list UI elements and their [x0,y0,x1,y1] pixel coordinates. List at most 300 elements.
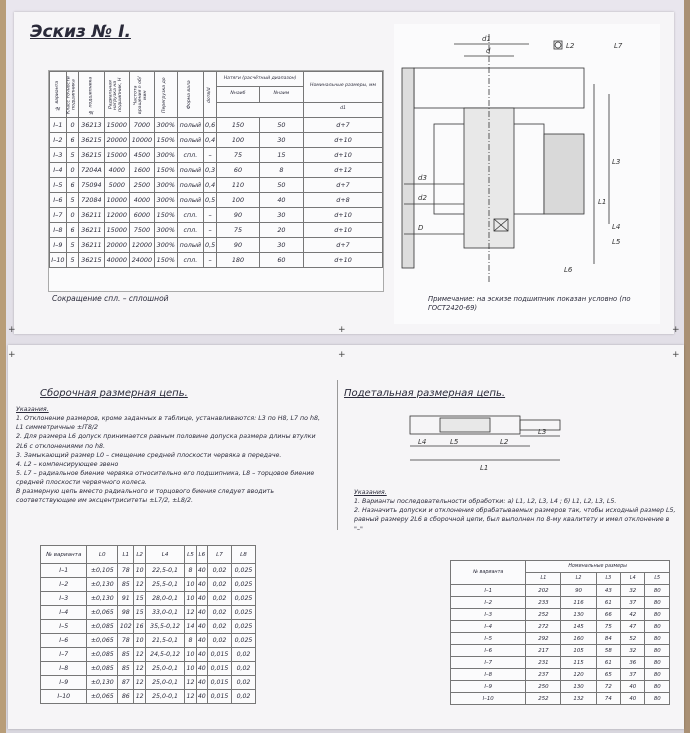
table-cell: 36215 [79,253,104,268]
th-d1: d1 [304,102,383,117]
table-cell: 7500 [129,223,154,238]
lbl-l6: L6 [564,266,573,274]
table-cell: 0 [66,118,79,133]
table-row [451,657,670,669]
table-row [41,620,256,634]
drawing-note: Примечание: на эскизе подшипник показан условно (по ГОСТ2420-69) [428,295,631,312]
table-cell: 150% [154,208,177,223]
table-cell: 0,02 [208,592,232,606]
detail-th: L2 [561,573,596,585]
table-cell: полый [177,193,203,208]
table-row [41,578,256,592]
table-cell: 252 [526,609,561,621]
table-cell: 40 [196,648,207,662]
assembly-th: L5 [185,546,196,564]
table-cell: 72 [596,681,620,693]
table-cell: 15 [259,148,303,163]
table-cell: 40 [196,634,207,648]
table-cell: 42 [621,609,645,621]
table-cell: 5 [66,253,79,268]
table-row [451,669,670,681]
table-row [50,238,383,253]
assembly-th: L2 [134,546,145,564]
assembly-instructions [16,405,328,505]
table-row [50,253,383,268]
table-cell: 25,0-0,1 [145,662,184,676]
table-cell: 12 [185,690,196,704]
detail-instr-2: 2. Назначить допуски и отклонения обрабатываемых размеров так, чтобы исходный размер L5, равный размеру 2L6 в сборочной цепи, был выполнен по 8-му квалитету и имел отклонение в "–" [354,507,676,533]
shaft-lbl-l3: L3 [538,428,547,436]
th-shaft: Форма вала [177,72,203,118]
shaft-lbl-l5: L5 [450,438,459,446]
table-cell: 36215 [79,133,104,148]
table-cell: 10 [185,662,196,676]
assembly-th: L0 [87,546,118,564]
table-cell: 16 [134,620,145,634]
table-cell: 20000 [104,238,129,253]
detail-th: L3 [596,573,620,585]
lbl-l4: L4 [612,223,621,231]
assembly-title: Сборочная размерная цепь. [40,388,188,399]
table-cell: 52 [621,633,645,645]
table-cell: 10 [185,648,196,662]
table-cell: 40 [196,578,207,592]
detail-table [450,560,670,705]
table-cell: I–8 [451,669,526,681]
pin-icon: + [672,350,680,360]
table-cell: d+7 [304,238,383,253]
table-cell: 150 [217,118,260,133]
assembly-instr-3: 3. Замыкающий размер L0 – смещение средней плоскости червяка в передаче. [16,451,282,459]
table-cell: 0,015 [208,690,232,704]
table-cell: 25,0-0,1 [145,676,184,690]
table-cell: d+10 [304,253,383,268]
table-cell: 233 [526,597,561,609]
table-cell: 20 [259,223,303,238]
lbl-d: d [486,47,491,55]
table-cell: 40 [259,193,303,208]
table-cell: 75 [217,148,260,163]
table-row [451,585,670,597]
table-cell: 36 [621,657,645,669]
sketch-title: Эскиз № I. [30,22,131,42]
table-cell: 86 [118,690,134,704]
sketch-table [49,71,383,268]
lbl-d3: d3 [418,174,427,182]
table-cell: 30 [259,238,303,253]
table-cell: I–4 [451,621,526,633]
table-cell: 15 [134,592,145,606]
detail-th: L4 [621,573,645,585]
table-cell: 110 [217,178,260,193]
table-cell: 0,5 [204,238,217,253]
table-cell: 0 [66,163,79,178]
detail-instr-title: Указания. [354,489,387,496]
table-cell: 30 [259,208,303,223]
table-row [41,676,256,690]
table-cell: спл. [177,148,203,163]
table-cell: спл. [177,208,203,223]
table-cell: 75 [596,621,620,633]
table-row [50,163,383,178]
table-cell: 6 [66,178,79,193]
table-cell: 36215 [79,148,104,163]
table-cell: 5000 [104,178,129,193]
table-cell: 85 [118,578,134,592]
table-cell: – [204,223,217,238]
table-cell: 12000 [104,208,129,223]
table-cell: 0,025 [231,592,255,606]
table-cell: 40 [196,676,207,690]
shaft-lbl-l1: L1 [480,464,489,472]
table-row [41,662,256,676]
table-cell: 0,025 [231,620,255,634]
table-cell: 40 [196,564,207,578]
table-cell: 80 [645,621,670,633]
table-cell: d+10 [304,148,383,163]
table-cell: ±0,065 [87,606,118,620]
table-cell: 6 [66,133,79,148]
table-cell: 150% [154,133,177,148]
th-overload: Перегрузка до [154,72,177,118]
table-cell: 7204А [79,163,104,178]
th-accuracy: Класс точности подшипника [66,72,79,118]
table-cell: 0,02 [231,662,255,676]
detail-th-group: Номинальные размеры [526,561,670,573]
table-cell: 12 [134,662,145,676]
table-cell: I–3 [41,592,87,606]
detail-instr-1: 1. Варианты последовательности обработки: а) L1, L2, L3, L4 ; б) L1, L2, L3, L5. [354,498,617,506]
table-cell: 300% [154,238,177,253]
table-cell: 10 [185,578,196,592]
table-cell: 37 [621,597,645,609]
table-cell: I–3 [50,148,67,163]
table-cell: 14 [185,620,196,634]
table-cell: 0,02 [208,606,232,620]
table-cell: I–6 [41,634,87,648]
table-cell: 252 [526,693,561,705]
table-cell: 100 [217,133,260,148]
table-cell: 120 [561,669,596,681]
table-cell: 32 [621,585,645,597]
shaft-lbl-l4: L4 [418,438,427,446]
table-cell: 80 [645,693,670,705]
table-cell: 36211 [79,223,104,238]
table-cell: d+12 [304,163,383,178]
table-cell: 40 [621,693,645,705]
table-cell: I–2 [50,133,67,148]
frame-left [0,0,6,733]
table-row [41,634,256,648]
table-cell: 30 [259,133,303,148]
table-cell: 24,5-0,12 [145,648,184,662]
table-cell: 300% [154,118,177,133]
table-cell: I–7 [451,657,526,669]
table-cell: 300% [154,193,177,208]
assembly-th: L4 [145,546,184,564]
table-cell: 20000 [104,133,129,148]
table-cell: 8 [185,564,196,578]
table-cell: I–5 [41,620,87,634]
table-cell: 0,025 [231,578,255,592]
table-cell: 0,02 [231,648,255,662]
table-cell: I–5 [50,178,67,193]
table-cell: I–7 [50,208,67,223]
assembly-instr-4: 4. L2 – компенсирующее звено [16,460,119,468]
bearing-assembly-drawing [394,24,660,324]
table-cell: ±0,105 [87,564,118,578]
table-cell: 84 [596,633,620,645]
shaft-diagram [400,408,570,474]
table-cell: 8 [259,163,303,178]
table-cell: 0,02 [208,620,232,634]
table-cell: 272 [526,621,561,633]
sketch-footnote: Сокращение спл. – сплошной [52,294,169,303]
table-cell: 50 [259,178,303,193]
detail-th: L5 [645,573,670,585]
table-cell: 12 [134,648,145,662]
table-cell: 21,5-0,1 [145,634,184,648]
table-cell: 40 [196,662,207,676]
bearing-housing [544,134,584,214]
table-cell: 80 [645,657,670,669]
table-cell: 33,0-0,1 [145,606,184,620]
th-nominal: Номинальные размеры, мм [304,72,383,103]
table-cell: I–10 [50,253,67,268]
table-row [50,223,383,238]
table-cell: 37 [621,669,645,681]
table-cell: d+8 [304,193,383,208]
table-cell: 202 [526,585,561,597]
table-cell: 40 [196,620,207,634]
table-cell: 6000 [129,208,154,223]
housing-top [414,68,584,108]
table-cell: 40 [621,681,645,693]
table-cell: 5 [66,193,79,208]
table-cell: d+7 [304,118,383,133]
table-cell: I–6 [451,645,526,657]
table-cell: ±0,065 [87,634,118,648]
detail-title: Подетальная размерная цепь. [344,388,506,399]
table-cell: 72084 [79,193,104,208]
table-cell: 10 [134,634,145,648]
assembly-th: L8 [231,546,255,564]
assembly-instr-6: В размерную цепь вместо радиального и торцового биения следует вводить соответствующие им эксцентриситеты ±L7/2, ±L8/2. [16,488,275,505]
table-cell: I–10 [41,690,87,704]
table-cell: I–8 [41,662,87,676]
table-cell: 80 [645,585,670,597]
table-cell: 5 [66,238,79,253]
table-row [451,609,670,621]
table-row [41,592,256,606]
table-cell: I–4 [50,163,67,178]
pin-icon: + [8,325,16,335]
table-cell: 160 [561,633,596,645]
table-row [50,178,383,193]
table-cell: 15000 [104,118,129,133]
table-cell: I–1 [451,585,526,597]
table-cell: ±0,130 [87,676,118,690]
th-load: Радиальная нагрузка на подшипник, Н [104,72,129,118]
assembly-th: L1 [118,546,134,564]
table-cell: 74 [596,693,620,705]
lbl-l3: L3 [612,158,621,166]
table-cell: I–1 [41,564,87,578]
table-cell: 12 [185,676,196,690]
table-cell: 80 [645,597,670,609]
table-cell: полый [177,118,203,133]
table-cell: 90 [217,208,260,223]
table-cell: 10000 [104,193,129,208]
table-cell: I–9 [451,681,526,693]
table-cell: ±0,130 [87,578,118,592]
table-cell: ±0,065 [87,690,118,704]
table-cell: 0,02 [231,690,255,704]
table-cell: 300% [154,178,177,193]
table-cell: I–2 [41,578,87,592]
housing-flange [402,68,414,268]
table-cell: 4000 [129,193,154,208]
assembly-instr-2: 2. Для размера L6 допуск принимается равным половине допуска размера длины втулки 2L6 с отклонениями по h8. [16,433,316,450]
table-cell: 36211 [79,238,104,253]
assembly-table [40,545,256,704]
column-divider [337,380,338,530]
assembly-instr-title: Указания. [16,406,49,413]
table-cell: 66 [596,609,620,621]
table-row [451,633,670,645]
table-cell: 145 [561,621,596,633]
table-cell: 4000 [104,163,129,178]
lbl-l5: L5 [612,238,621,246]
th-fit: Натяги (расчётный диапазон) [217,72,304,87]
table-cell: полый [177,178,203,193]
table-cell: 130 [561,609,596,621]
detail-th: L1 [526,573,561,585]
table-cell: 90 [217,238,260,253]
table-cell: 8 [185,634,196,648]
table-cell: – [204,208,217,223]
table-cell: 75094 [79,178,104,193]
table-cell: 85 [118,648,134,662]
table-row [451,621,670,633]
table-cell: 78 [118,634,134,648]
table-cell: 58 [596,645,620,657]
table-cell: 116 [561,597,596,609]
pin-icon: + [338,350,346,360]
table-cell: 12 [134,578,145,592]
table-cell: ±0,085 [87,648,118,662]
table-cell: 65 [596,669,620,681]
th-speed: Частота вращения n об/мин [129,72,154,118]
table-cell: d+10 [304,208,383,223]
table-cell: – [204,148,217,163]
table-cell: 0,02 [208,578,232,592]
assembly-th: № варианта [41,546,87,564]
table-cell: 12000 [129,238,154,253]
table-cell: I–4 [41,606,87,620]
table-cell: 0,5 [204,193,217,208]
pin-icon: + [338,325,346,335]
table-row [451,597,670,609]
table-cell: d+10 [304,223,383,238]
table-cell: 10 [185,592,196,606]
table-cell: спл. [177,253,203,268]
table-cell: 25,0-0,1 [145,690,184,704]
table-cell: I–5 [451,633,526,645]
table-cell: 180 [217,253,260,268]
table-cell: d+7 [304,178,383,193]
th-variant: № варианта [50,72,67,118]
table-cell: 10 [134,564,145,578]
table-cell: 40 [196,690,207,704]
table-row [50,133,383,148]
table-cell: 12 [134,690,145,704]
table-cell: 25,5-0,1 [145,578,184,592]
table-cell: 1600 [129,163,154,178]
table-cell: 0,02 [208,564,232,578]
table-cell: 36213 [79,118,104,133]
table-cell: 80 [645,645,670,657]
table-cell: 32 [621,645,645,657]
table-cell: d+10 [304,133,383,148]
table-cell: 217 [526,645,561,657]
table-row [50,208,383,223]
th-ratio: dотв/d [204,72,217,118]
table-cell: 115 [561,657,596,669]
pin-icon: + [672,325,680,335]
table-cell: I–6 [50,193,67,208]
table-cell: 150% [154,163,177,178]
table-row [41,648,256,662]
table-cell: 40 [196,606,207,620]
table-cell: 237 [526,669,561,681]
table-cell: I–2 [451,597,526,609]
table-cell: 80 [645,633,670,645]
table-cell: ±0,085 [87,662,118,676]
table-cell: 6 [66,223,79,238]
lbl-d2: d2 [418,194,427,202]
table-cell: 50 [259,118,303,133]
assembly-th: L6 [196,546,207,564]
table-row [41,690,256,704]
table-cell: ±0,085 [87,620,118,634]
table-cell: 150% [154,253,177,268]
table-cell: 80 [645,609,670,621]
table-cell: I–1 [50,118,67,133]
table-cell: 0,02 [208,634,232,648]
th-bearing: № подшипника [79,72,104,118]
table-cell: полый [177,133,203,148]
table-cell: I–3 [451,609,526,621]
frame-right [684,0,690,733]
table-cell: полый [177,238,203,253]
table-cell: ±0,130 [87,592,118,606]
table-row [451,693,670,705]
table-cell: I–8 [50,223,67,238]
table-cell: 80 [645,681,670,693]
table-cell: 0,3 [204,163,217,178]
table-cell: 300% [154,148,177,163]
lbl-l2: L2 [566,42,575,50]
lbl-D: D [418,224,424,232]
th-nmin: Nнаиб [217,87,260,102]
table-cell: 61 [596,657,620,669]
table-cell: 15000 [104,223,129,238]
detail-instructions [354,488,680,534]
table-cell: 0,4 [204,133,217,148]
table-cell: 12 [185,606,196,620]
table-cell: 47 [621,621,645,633]
